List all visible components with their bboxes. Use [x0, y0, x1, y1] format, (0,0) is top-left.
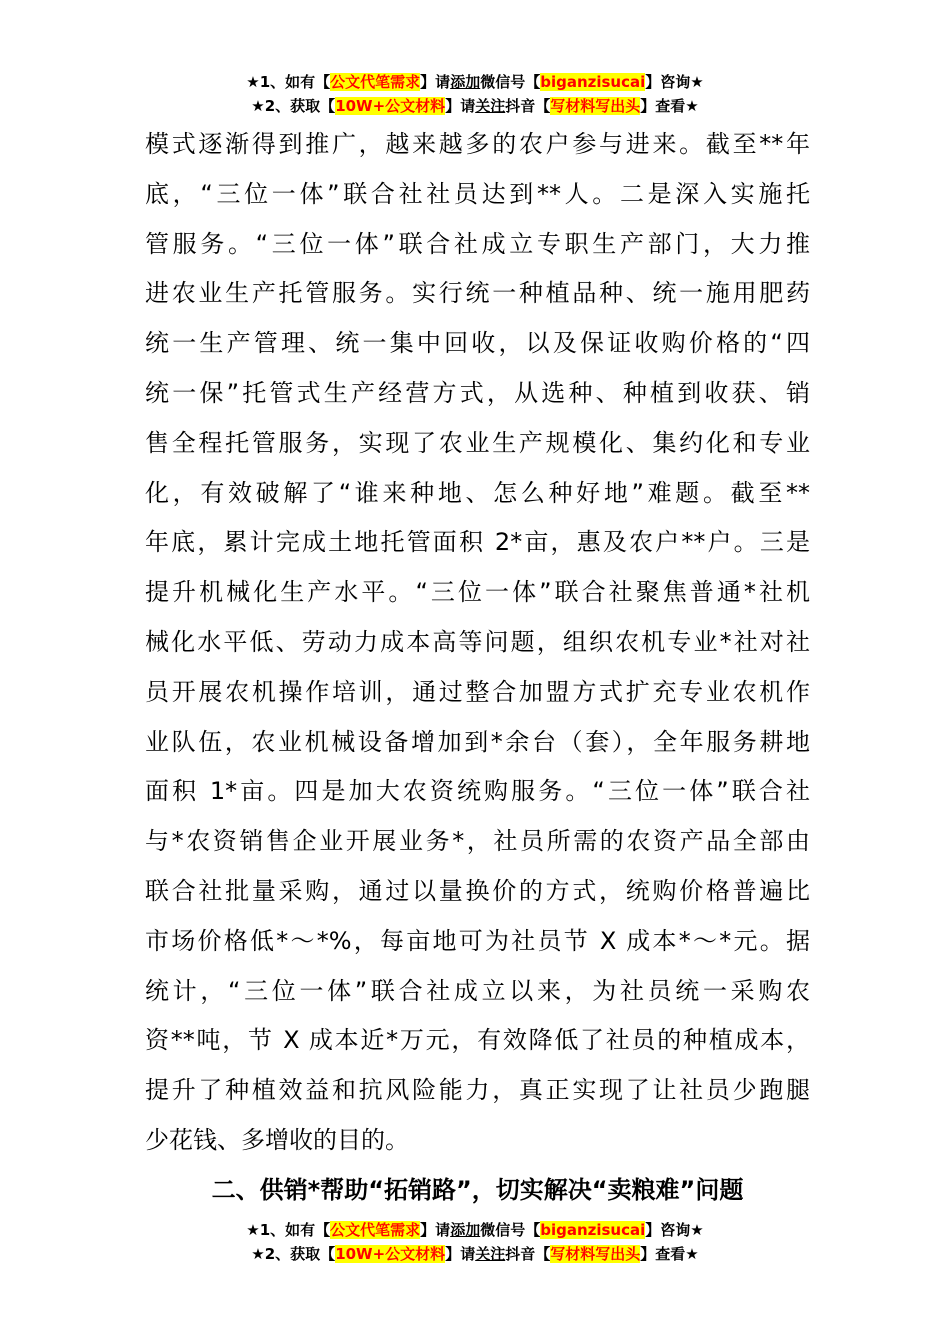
banner-highlight: 公文代笔需求	[330, 73, 421, 91]
paragraph-line: 提升机械化生产水平。“三位一体”联合社聚焦普通*社机	[145, 578, 810, 607]
banner-highlight: 10W+公文材料	[335, 1245, 446, 1263]
banner-text: 】查看★	[640, 1245, 699, 1263]
paragraph-line: 联合社批量采购，通过以量换价的方式，统购价格普遍比	[145, 876, 810, 905]
paragraph-line: 管服务。“三位一体”联合社成立专职生产部门，大力推	[145, 229, 810, 258]
banner-underline: 关注	[475, 97, 506, 115]
banner-underline: 添加	[450, 1221, 481, 1239]
paragraph-line: 少花钱、多增收的目的。	[145, 1125, 409, 1154]
banner-text: ★2、获取【	[251, 1245, 336, 1263]
banner-text: ★1、如有【	[246, 1221, 331, 1239]
banner-text: 】请	[420, 1221, 451, 1239]
paragraph-line: 底，“三位一体”联合社社员达到**人。二是深入实施托	[145, 179, 810, 208]
banner-text: 】查看★	[640, 97, 699, 115]
banner-text: 抖音【	[505, 1245, 551, 1263]
paragraph-line: 模式逐渐得到推广，越来越多的农户参与进来。截至**年	[145, 130, 810, 158]
banner-highlight: 写材料写出头	[550, 1245, 641, 1263]
banner-line-1	[0, 70, 950, 94]
paragraph-line: 面积 1*亩。四是加大农资统购服务。“三位一体”联合社	[145, 777, 810, 806]
paragraph-line: 统计，“三位一体”联合社成立以来，为社员统一采购农	[145, 976, 810, 1005]
paragraph-line: 械化水平低、劳动力成本高等问题，组织农机专业*社对社	[145, 627, 810, 656]
paragraph-line: 市场价格低*～*%，每亩地可为社员节 X 成本*～*元。据	[145, 926, 810, 955]
banner-highlight: 公文代笔需求	[330, 1221, 421, 1239]
banner-text: ★2、获取【	[251, 97, 336, 115]
banner-highlight: 写材料写出头	[550, 97, 641, 115]
paragraph-line: 年底，累计完成土地托管面积 2*亩，惠及农户**户。三是	[145, 528, 810, 557]
paragraph-line: 统一生产管理、统一集中回收，以及保证收购价格的“四	[145, 329, 810, 358]
banner-text: 微信号【	[480, 1221, 541, 1239]
banner-underline: 关注	[475, 1245, 506, 1263]
paragraph-line: 进农业生产托管服务。实行统一种植品种、统一施用肥药	[145, 279, 810, 308]
banner-line-2	[0, 1242, 950, 1266]
section-heading: 二、供销*帮助“拓销路”，切实解决“卖粮难”问题	[211, 1176, 744, 1204]
banner-text: 抖音【	[505, 97, 551, 115]
body-paragraph	[145, 120, 810, 1166]
footer-banner	[0, 1218, 950, 1266]
banner-text: 微信号【	[480, 73, 541, 91]
banner-text: ★1、如有【	[246, 73, 331, 91]
paragraph-line: 资**吨，节 X 成本近*万元，有效降低了社员的种植成本，	[145, 1026, 810, 1055]
paragraph-line: 业队伍，农业机械设备增加到*余台（套），全年服务耕地	[145, 727, 810, 756]
banner-highlight: biganzisucai	[540, 1221, 646, 1239]
paragraph-line: 售全程托管服务，实现了农业生产规模化、集约化和专业	[145, 428, 810, 457]
banner-text: 】咨询★	[645, 73, 704, 91]
banner-line-2	[0, 94, 950, 118]
paragraph-line: 提升了种植效益和抗风险能力，真正实现了让社员少跑腿	[145, 1076, 810, 1105]
banner-text: 】咨询★	[645, 1221, 704, 1239]
paragraph-line: 与*农资销售企业开展业务*，社员所需的农资产品全部由	[145, 827, 810, 856]
banner-text: 】请	[445, 1245, 476, 1263]
header-banner	[0, 70, 950, 118]
banner-text: 】请	[420, 73, 451, 91]
banner-highlight: biganzisucai	[540, 73, 646, 91]
banner-highlight: 10W+公文材料	[335, 97, 446, 115]
paragraph-line: 化，有效破解了“谁来种地、怎么种好地”难题。截至**	[145, 478, 810, 507]
paragraph-line: 统一保”托管式生产经营方式，从选种、种植到收获、销	[145, 378, 810, 407]
paragraph-line: 员开展农机操作培训，通过整合加盟方式扩充专业农机作	[145, 677, 810, 706]
banner-text: 】请	[445, 97, 476, 115]
banner-line-1	[0, 1218, 950, 1242]
banner-underline: 添加	[450, 73, 481, 91]
